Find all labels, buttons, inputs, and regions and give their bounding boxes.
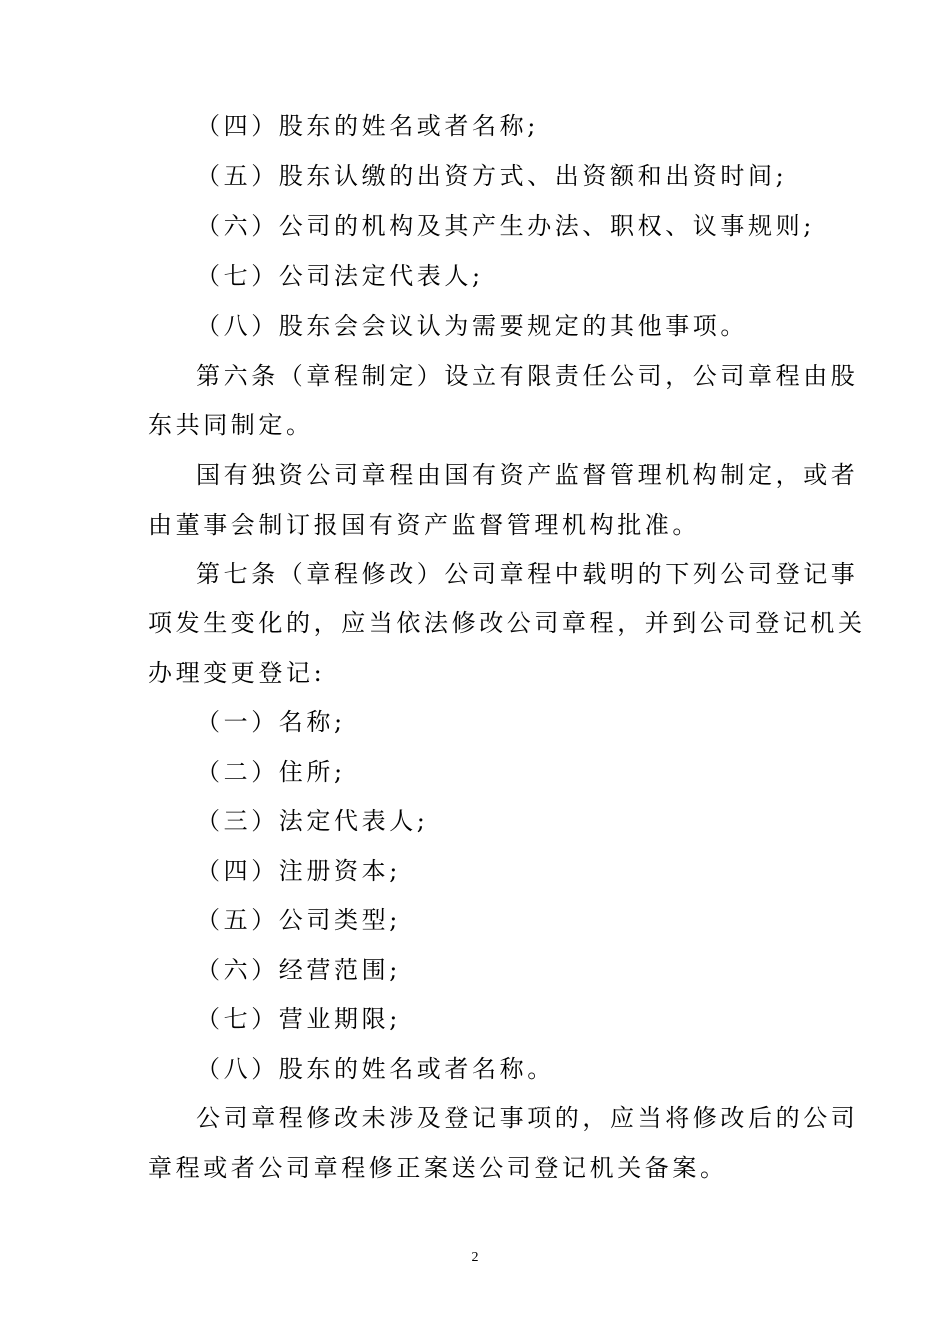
text-line-8: 国有独资公司章程由国有资产监督管理机构制定，或者 xyxy=(196,461,859,489)
text-line-13: （一）名称; xyxy=(196,708,346,736)
text-line-19: （七）营业期限; xyxy=(196,1005,401,1033)
text-line-7: 东共同制定。 xyxy=(148,411,314,439)
text-line-17: （五）公司类型; xyxy=(196,906,401,934)
text-line-20: （八）股东的姓名或者名称。 xyxy=(196,1055,555,1083)
text-line-9: 由董事会制订报国有资产监督管理机构批准。 xyxy=(148,511,700,539)
text-line-6: 第六条（章程制定）设立有限责任公司，公司章程由股 xyxy=(196,362,859,390)
text-line-2: （五）股东认缴的出资方式、出资额和出资时间; xyxy=(196,162,788,190)
text-line-4: （七）公司法定代表人; xyxy=(196,262,484,290)
text-line-11: 项发生变化的，应当依法修改公司章程，并到公司登记机关 xyxy=(148,609,866,637)
text-line-21: 公司章程修改未涉及登记事项的，应当将修改后的公司 xyxy=(196,1104,859,1132)
text-line-12: 办理变更登记: xyxy=(148,659,326,687)
text-line-5: （八）股东会会议认为需要规定的其他事项。 xyxy=(196,312,748,340)
text-line-22: 章程或者公司章程修正案送公司登记机关备案。 xyxy=(148,1154,728,1182)
text-line-14: （二）住所; xyxy=(196,758,346,786)
text-line-18: （六）经营范围; xyxy=(196,956,401,984)
page-number: 2 xyxy=(471,1250,479,1265)
text-line-16: （四）注册资本; xyxy=(196,857,401,885)
text-line-1: （四）股东的姓名或者名称; xyxy=(196,112,539,140)
text-line-15: （三）法定代表人; xyxy=(196,807,429,835)
text-line-10: 第七条（章程修改）公司章程中载明的下列公司登记事 xyxy=(196,560,859,588)
text-line-3: （六）公司的机构及其产生办法、职权、议事规则; xyxy=(196,212,815,240)
